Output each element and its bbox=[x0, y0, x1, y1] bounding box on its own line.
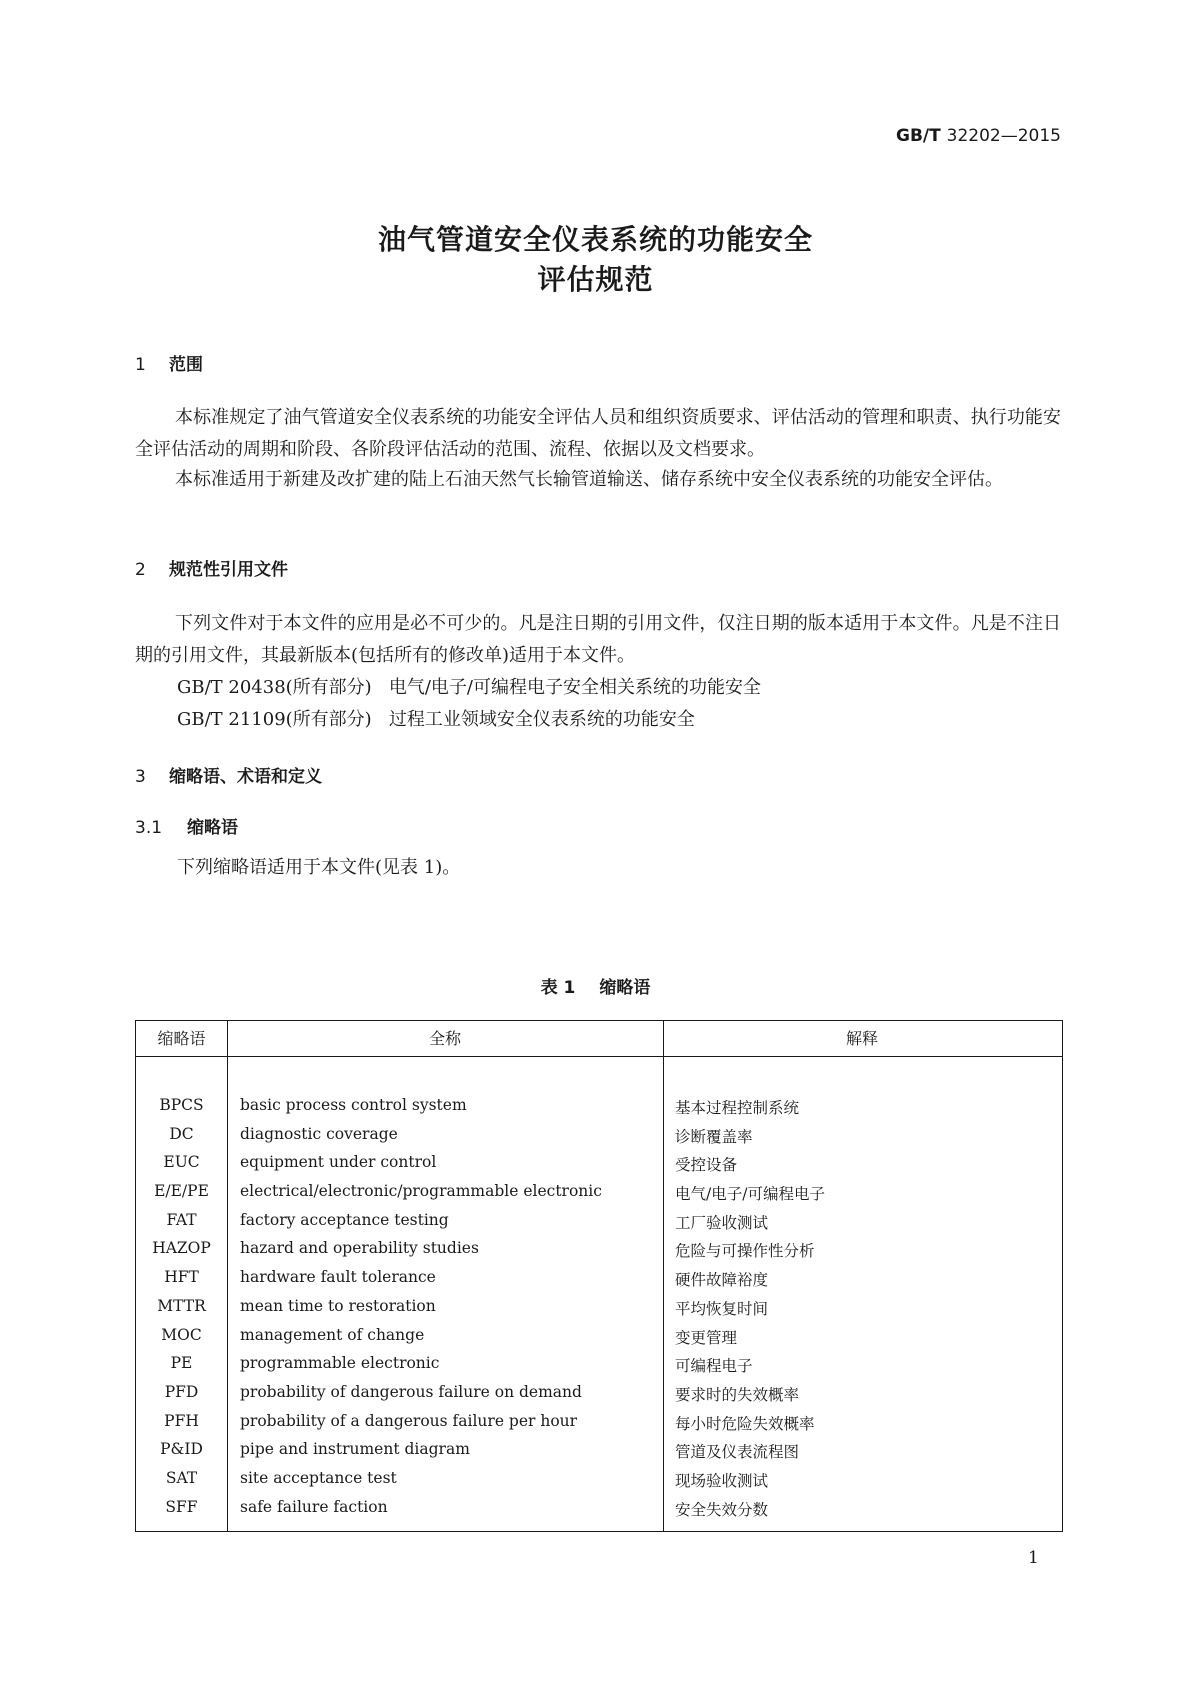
section-number: 1 bbox=[135, 355, 146, 375]
abbreviation-cell: HFT bbox=[164, 1268, 199, 1287]
full-name-cell: probability of dangerous failure on demand bbox=[240, 1382, 582, 1401]
header-divider bbox=[136, 1056, 1062, 1057]
table-row bbox=[136, 1121, 1062, 1150]
table-row bbox=[136, 1436, 1062, 1465]
explanation-cell: 工厂验收测试 bbox=[675, 1213, 769, 1232]
full-name-cell: hardware fault tolerance bbox=[240, 1268, 436, 1287]
abbreviation-cell: HAZOP bbox=[152, 1239, 211, 1258]
section-1-paragraph-2: 本标准适用于新建及改扩建的陆上石油天然气长输管道输送、储存系统中安全仪表系统的功能安全评估。 bbox=[175, 469, 1003, 490]
explanation-cell: 现场验收测试 bbox=[675, 1471, 769, 1490]
explanation-cell: 要求时的失效概率 bbox=[675, 1385, 800, 1404]
table-row bbox=[136, 1293, 1062, 1322]
abbreviation-cell: SAT bbox=[165, 1468, 198, 1487]
abbreviation-cell: PFD bbox=[164, 1382, 199, 1401]
explanation-cell: 可编程电子 bbox=[675, 1357, 753, 1376]
explanation-cell: 安全失效分数 bbox=[675, 1500, 769, 1519]
table-row bbox=[136, 1207, 1062, 1236]
section-2-paragraph-1: 下列文件对于本文件的应用是必不可少的。凡是注日期的引用文件，仅注日期的版本适用于本文件。凡是不注日期的引用文件，其最新版本(包括所有的修改单)适用于本文件。 bbox=[135, 613, 1061, 666]
section-3-1-paragraph: 下列缩略语适用于本文件(见表 1)。 bbox=[177, 857, 461, 878]
abbreviation-cell: DC bbox=[169, 1124, 194, 1143]
section-title: 缩略语 bbox=[187, 818, 238, 838]
abbreviation-cell: P&ID bbox=[160, 1440, 203, 1459]
table-row bbox=[136, 1092, 1062, 1121]
header-explanation: 解释 bbox=[845, 1029, 878, 1048]
table-row bbox=[136, 1465, 1062, 1494]
section-title: 缩略语、术语和定义 bbox=[169, 767, 322, 787]
abbreviation-cell: MTTR bbox=[157, 1296, 206, 1315]
explanation-cell: 硬件故障裕度 bbox=[675, 1271, 769, 1290]
section-title: 范围 bbox=[169, 355, 203, 375]
table-row bbox=[136, 1235, 1062, 1264]
table-row bbox=[136, 1494, 1062, 1523]
document-title-line1: 油气管道安全仪表系统的功能安全 bbox=[377, 223, 813, 256]
abbreviation-cell: SFF bbox=[165, 1497, 198, 1516]
full-name-cell: safe failure faction bbox=[240, 1497, 388, 1516]
table-row bbox=[136, 1322, 1062, 1351]
full-name-cell: basic process control system bbox=[240, 1096, 467, 1114]
section-3-heading bbox=[135, 762, 322, 787]
abbreviation-cell: PFH bbox=[164, 1411, 199, 1430]
table-row bbox=[136, 1379, 1062, 1408]
explanation-cell: 电气/电子/可编程电子 bbox=[675, 1185, 825, 1204]
header-abbreviation: 缩略语 bbox=[157, 1029, 206, 1048]
full-name-cell: programmable electronic bbox=[240, 1354, 440, 1373]
abbreviation-cell: PE bbox=[170, 1354, 193, 1373]
full-name-cell: probability of a dangerous failure per hour bbox=[240, 1411, 578, 1430]
table-row bbox=[136, 1408, 1062, 1437]
abbreviation-cell: E/E/PE bbox=[154, 1182, 209, 1201]
table-row bbox=[136, 1264, 1062, 1293]
section-1-paragraph-1: 本标准规定了油气管道安全仪表系统的功能安全评估人员和组织资质要求、评估活动的管理和职责、执行功能安全评估活动的周期和阶段、各阶段评估活动的范围、流程、依据以及文档要求。 bbox=[135, 407, 1061, 460]
section-number: 3 bbox=[135, 767, 146, 787]
explanation-cell: 危险与可操作性分析 bbox=[675, 1242, 815, 1261]
explanation-cell: 平均恢复时间 bbox=[675, 1299, 769, 1318]
explanation-cell: 变更管理 bbox=[675, 1328, 738, 1347]
standard-code-prefix: GB/T bbox=[896, 126, 941, 146]
explanation-cell: 诊断覆盖率 bbox=[675, 1127, 753, 1146]
reference-2: GB/T 21109(所有部分) 过程工业领域安全仪表系统的功能安全 bbox=[177, 709, 695, 730]
full-name-cell: pipe and instrument diagram bbox=[240, 1440, 470, 1459]
full-name-cell: hazard and operability studies bbox=[240, 1239, 479, 1258]
table-row bbox=[136, 1149, 1062, 1178]
table-row bbox=[136, 1350, 1062, 1379]
full-name-cell: mean time to restoration bbox=[240, 1296, 436, 1315]
table-caption-number: 表 1 bbox=[540, 978, 576, 998]
explanation-cell: 受控设备 bbox=[675, 1156, 738, 1175]
full-name-cell: diagnostic coverage bbox=[240, 1124, 398, 1143]
document-title-line2: 评估规范 bbox=[537, 263, 654, 296]
page-number: 1 bbox=[1028, 1548, 1039, 1568]
table-body bbox=[136, 1092, 1062, 1522]
table-caption-title: 缩略语 bbox=[599, 978, 651, 998]
full-name-cell: management of change bbox=[240, 1325, 425, 1344]
explanation-cell: 每小时危险失效概率 bbox=[675, 1414, 815, 1433]
full-name-cell: factory acceptance testing bbox=[240, 1210, 449, 1229]
explanation-cell: 管道及仪表流程图 bbox=[675, 1443, 800, 1462]
section-2-heading bbox=[135, 555, 288, 580]
reference-1: GB/T 20438(所有部分) 电气/电子/可编程电子安全相关系统的功能安全 bbox=[177, 677, 761, 698]
abbreviations-table bbox=[135, 1020, 1063, 1532]
section-3-1-heading bbox=[135, 813, 238, 838]
full-name-cell: site acceptance test bbox=[240, 1468, 397, 1487]
abbreviation-cell: FAT bbox=[166, 1210, 197, 1229]
table-row bbox=[136, 1178, 1062, 1207]
abbreviation-cell: EUC bbox=[163, 1153, 200, 1172]
section-1-heading bbox=[135, 350, 203, 375]
section-number: 3.1 bbox=[135, 818, 163, 838]
header-full-name: 全称 bbox=[428, 1029, 461, 1048]
explanation-cell: 基本过程控制系统 bbox=[675, 1099, 800, 1117]
full-name-cell: electrical/electronic/programmable electronic bbox=[240, 1182, 602, 1201]
table-caption bbox=[0, 973, 1191, 998]
section-number: 2 bbox=[135, 560, 146, 580]
standard-code bbox=[896, 126, 1061, 146]
section-title: 规范性引用文件 bbox=[169, 560, 288, 580]
standard-code-number: 32202—2015 bbox=[946, 126, 1061, 146]
abbreviation-cell: BPCS bbox=[159, 1096, 204, 1114]
abbreviation-cell: MOC bbox=[161, 1325, 202, 1344]
full-name-cell: equipment under control bbox=[240, 1153, 437, 1172]
